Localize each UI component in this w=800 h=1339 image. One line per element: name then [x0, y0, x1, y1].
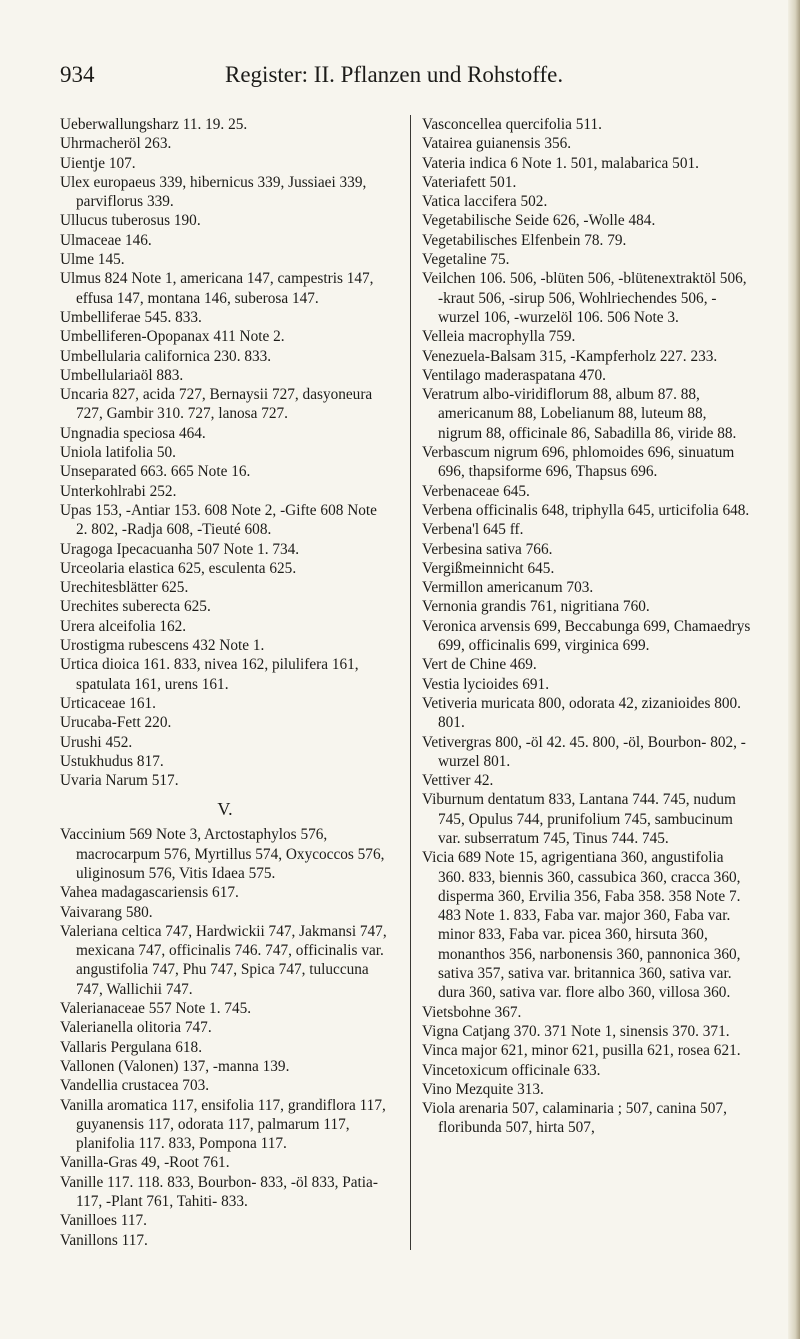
index-entry: Vatairea guianensis 356. [422, 135, 572, 153]
index-entry: Uncaria 827, acida 727, Bernaysii 727, dasyoneura 727, Gambir 310. 727, lanosa 727. [60, 386, 373, 423]
index-entry: Vegetaline 75. [422, 251, 510, 269]
index-entry: Ullucus tuberosus 190. [60, 212, 201, 230]
index-entry: Ungnadia speciosa 464. [60, 424, 206, 442]
index-entry: Vanilloes 117. [60, 1212, 147, 1230]
index-entry: Vermillon americanum 703. [422, 579, 594, 597]
index-entry: Umbelliferae 545. 833. [60, 308, 202, 326]
index-entry: Urucaba-Fett 220. [60, 714, 172, 732]
index-entry: Ulex europaeus 339, hibernicus 339, Jussiaei 339, parviflorus 339. [60, 173, 367, 211]
column-divider [410, 115, 411, 1250]
index-entry: Verbenaceae 645. [422, 482, 530, 500]
index-entry: Umbelliferen-Opopanax 411 Note 2. [60, 328, 285, 346]
index-entry: Umbellulariaöl 883. [60, 366, 184, 384]
index-entry: Urticaceae 161. [60, 694, 156, 712]
index-entry: Vincetoxicum officinale 633. [422, 1061, 601, 1079]
index-entry: Ueberwallungsharz 11. 19. 25. [60, 116, 248, 133]
index-entry: Vatica laccifera 502. [422, 193, 548, 211]
index-column-right [422, 115, 752, 1138]
section-letter-heading: V. [217, 799, 233, 820]
index-entry: Vallonen (Valonen) 137, -manna 139. [60, 1057, 290, 1075]
index-entry: Urceolaria elastica 625, esculenta 625. [60, 559, 297, 577]
index-entry: Valeriana celtica 747, Hardwickii 747, Jakmansi 747, mexicana 747, officinalis 746. 747, officinalis var. angustifolia 747, Phu 747, Spica 747, tuluccuna 747, Wallichii 747. [60, 922, 387, 998]
index-entry: Ulmus 824 Note 1, americana 147, campestris 147, effusa 147, montana 146, suberosa 147. [60, 270, 374, 307]
index-entry: Veratrum albo-viridiflorum 88, album 87. 88, americanum 88, Lobelianum 88, luteum 88, nigrum 88, officinale 86, Sabadilla 86, viride 88. [422, 386, 737, 442]
page-edge-shadow [788, 0, 800, 1339]
index-entry: Vanille 117. 118. 833, Bourbon- 833, -öl 833, Patia- 117, -Plant 761, Tahiti- 833. [60, 1173, 378, 1211]
index-entry: Ustukhudus 817. [60, 752, 164, 770]
index-entry: Unseparated 663. 665 Note 16. [60, 463, 251, 481]
index-entry: Vettiver 42. [422, 772, 494, 790]
index-entry: Verbascum nigrum 696, phlomoides 696, sinuatum 696, thapsiforme 696, Thapsus 696. [422, 444, 735, 481]
index-entry: Valerianella olitoria 747. [60, 1019, 212, 1037]
index-entry: Vanillons 117. [60, 1231, 148, 1249]
index-entry: Uvaria Narum 517. [60, 772, 179, 790]
index-entry: Ventilago maderaspatana 470. [422, 366, 606, 384]
index-entry: Vandellia crustacea 703. [60, 1077, 210, 1095]
running-head-title: Register: II. Pflanzen und Rohstoffe. [225, 62, 564, 87]
index-entry: Vetiveria muricata 800, odorata 42, zizanioides 800. 801. [422, 694, 742, 732]
index-entry: Uientje 107. [60, 154, 136, 172]
index-entry: Vanilla aromatica 117, ensifolia 117, grandiflora 117, guyanensis 117, odorata 117, palmarum 117, planifolia 117. 833, Pompona 117. [60, 1096, 386, 1153]
index-entry: Vetivergras 800, -öl 42. 45. 800, -öl, Bourbon- 802, -wurzel 801. [422, 733, 746, 770]
index-entry: Vietsbohne 367. [422, 1003, 522, 1021]
index-entry: Verbena'l 645 ff. [422, 521, 524, 539]
index-entry: Vahea madagascariensis 617. [60, 884, 239, 902]
index-entry: Venezuela-Balsam 315, -Kampferholz 227. 233. [422, 347, 718, 365]
index-entry: Vicia 689 Note 15, agrigentiana 360, angustifolia 360. 833, biennis 360, cassubica 360, cracca 360, disperma 360, Ervilia 356, Faba 358. 358 Note 7. 483 Note 1. 833, Faba var. major 360, Faba var. minor 833, Faba var. picea 360, hirsuta 360, monanthos 356, narbonensis 360, pannonica 360, sativa 357, sativa var. britannica 360, sativa var. dura 360, sativa var. flore albo 360, villosa 360. [422, 849, 741, 1002]
index-entry: Vergißmeinnicht 645. [422, 559, 555, 577]
index-entry: Verbesina sativa 766. [422, 540, 553, 558]
index-entry: Umbellularia californica 230. 833. [60, 347, 272, 365]
index-entry: Uniola latifolia 50. [60, 444, 176, 462]
index-entry: Urera alceifolia 162. [60, 617, 187, 635]
index-entry: Vert de Chine 469. [422, 656, 537, 674]
index-entry: Urechitesblätter 625. [60, 579, 189, 597]
index-entry: Vino Mezquite 313. [422, 1080, 544, 1098]
index-entry: Valerianaceae 557 Note 1. 745. [60, 1000, 252, 1018]
index-entry: Ulmaceae 146. [60, 231, 152, 249]
index-entry: Vegetabilische Seide 626, -Wolle 484. [422, 212, 656, 230]
index-entry: Vanilla-Gras 49, -Root 761. [60, 1154, 230, 1172]
index-entry: Verbena officinalis 648, triphylla 645, urticifolia 648. [422, 501, 750, 519]
index-entry: Vateria indica 6 Note 1. 501, malabarica 501. [422, 154, 699, 172]
index-entry: Vallaris Pergulana 618. [60, 1038, 203, 1056]
index-entry: Uragoga Ipecacuanha 507 Note 1. 734. [60, 540, 300, 558]
index-entry: Urechites suberecta 625. [60, 598, 211, 616]
index-entry: Vateriafett 501. [422, 173, 517, 191]
index-entry: Vernonia grandis 761, nigritiana 760. [422, 598, 650, 616]
index-entry: Vigna Catjang 370. 371 Note 1, sinensis 370. 371. [422, 1022, 730, 1040]
index-entry: Viburnum dentatum 833, Lantana 744. 745, nudum 745, Opulus 744, prunifolium 745, sambucinum var. subserratum 745, Tinus 744. 745. [422, 791, 736, 847]
index-entry: Vinca major 621, minor 621, pusilla 621, rosea 621. [422, 1042, 741, 1060]
index-entry: Vestia lycioides 691. [422, 675, 550, 693]
index-entry: Vaivarang 580. [60, 903, 153, 921]
index-entry: Upas 153, -Antiar 153. 608 Note 2, -Gifte 608 Note 2. 802, -Radja 608, -Tieuté 608. [60, 501, 377, 539]
index-entry: Velleia macrophylla 759. [422, 328, 576, 346]
index-entry: Viola arenaria 507, calaminaria ; 507, canina 507, floribunda 507, hirta 507, [422, 1100, 727, 1137]
index-entry: Urtica dioica 161. 833, nivea 162, pilulifera 161, spatulata 161, urens 161. [60, 656, 359, 693]
index-entry: Urostigma rubescens 432 Note 1. [60, 637, 265, 655]
page-number: 934 [60, 62, 95, 87]
running-header [60, 62, 750, 96]
index-entry: Veronica arvensis 699, Beccabunga 699, Chamaedrys 699, officinalis 699, virginica 699. [422, 617, 751, 655]
index-entry: Vaccinium 569 Note 3, Arctostaphylos 576, macrocarpum 576, Myrtillus 574, Oxycoccos 576, uliginosum 576, Vitis Idaea 575. [60, 826, 385, 882]
index-entry: Ulme 145. [60, 251, 125, 269]
index-entry: Veilchen 106. 506, -blüten 506, -blütenextraktöl 506, -kraut 506, -sirup 506, Wohlriechendes 506, -wurzel 106, -wurzelöl 106. 506 Note 3. [422, 270, 747, 326]
index-entry: Urushi 452. [60, 733, 133, 751]
index-entry: Vegetabilisches Elfenbein 78. 79. [422, 231, 627, 249]
index-entry: Unterkohlrabi 252. [60, 482, 177, 500]
index-column-left [60, 115, 390, 1250]
index-entry: Uhrmacheröl 263. [60, 135, 172, 153]
index-entry: Vasconcellea quercifolia 511. [422, 116, 602, 133]
